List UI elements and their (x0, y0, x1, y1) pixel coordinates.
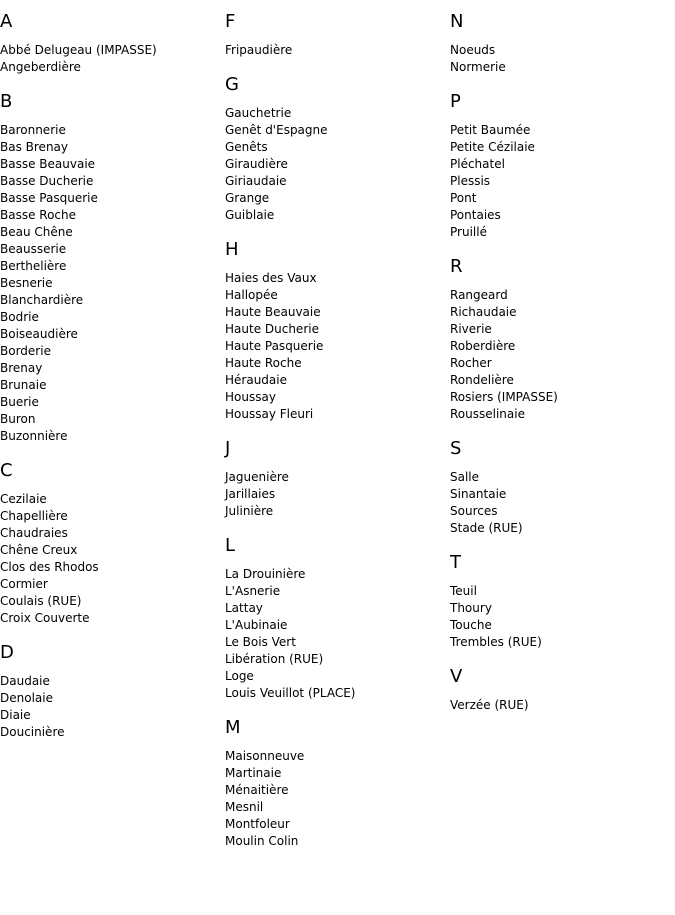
street-link[interactable]: Maisonneuve (225, 749, 305, 763)
street-link[interactable]: Stade (RUE) (450, 521, 523, 535)
street-link[interactable]: Pont (450, 191, 477, 205)
section-letter-heading: H (225, 239, 239, 260)
street-link[interactable]: Abbé Delugeau (IMPASSE) (0, 43, 157, 57)
street-link[interactable]: Giraudière (225, 157, 288, 171)
street-link[interactable]: Jarillaies (225, 487, 276, 501)
street-link[interactable]: Beausserie (0, 242, 67, 256)
letter-section (0, 90, 220, 445)
street-link[interactable]: Boiseaudière (0, 327, 78, 341)
section-letter-heading: G (225, 74, 239, 95)
street-list (450, 287, 670, 423)
street-link[interactable]: Rangeard (450, 288, 508, 302)
street-link[interactable]: Thoury (450, 601, 492, 615)
street-link[interactable]: Martinaie (225, 766, 282, 780)
street-link[interactable]: Pontaies (450, 208, 501, 222)
section-letter-heading: A (0, 11, 13, 32)
letter-section (0, 459, 220, 627)
street-link[interactable]: Rosiers (IMPASSE) (450, 390, 558, 404)
street-link[interactable]: Haute Roche (225, 356, 302, 370)
street-link[interactable]: Basse Ducherie (0, 174, 94, 188)
street-link[interactable]: Denolaie (0, 691, 53, 705)
street-link[interactable]: Croix Couverte (0, 611, 90, 625)
street-list (225, 748, 445, 850)
street-list (225, 566, 445, 702)
street-link[interactable]: Petit Baumée (450, 123, 531, 137)
letter-section (450, 665, 670, 714)
street-link[interactable]: Julinière (225, 504, 274, 518)
index-column (0, 10, 220, 755)
section-letter-heading: R (450, 256, 463, 277)
street-link[interactable]: Bas Brenay (0, 140, 68, 154)
street-link[interactable]: Guiblaie (225, 208, 275, 222)
street-list (0, 42, 220, 76)
letter-section (450, 437, 670, 537)
street-link[interactable]: Berthelière (0, 259, 67, 273)
street-link[interactable]: Buzonnière (0, 429, 68, 443)
street-link[interactable]: Richaudaie (450, 305, 517, 319)
street-link[interactable]: L'Aubinaie (225, 618, 288, 632)
street-link[interactable]: Noeuds (450, 43, 496, 57)
street-link[interactable]: Haute Pasquerie (225, 339, 324, 353)
street-link[interactable]: Genêts (225, 140, 268, 154)
street-link[interactable]: Rondelière (450, 373, 514, 387)
street-link[interactable]: Verzée (RUE) (450, 698, 529, 712)
street-link[interactable]: Basse Beauvaie (0, 157, 96, 171)
street-link[interactable]: Trembles (RUE) (450, 635, 542, 649)
street-list (225, 105, 445, 224)
street-link[interactable]: Roberdière (450, 339, 516, 353)
street-link[interactable]: Chêne Creux (0, 543, 78, 557)
letter-section (450, 551, 670, 651)
street-link[interactable]: Cormier (0, 577, 48, 591)
street-link[interactable]: Libération (RUE) (225, 652, 324, 666)
street-link[interactable]: Buerie (0, 395, 39, 409)
street-link[interactable]: Coulais (RUE) (0, 594, 82, 608)
section-letter-heading: B (0, 91, 13, 112)
street-link[interactable]: Blanchardière (0, 293, 84, 307)
street-link[interactable]: Sinantaie (450, 487, 507, 501)
street-link[interactable]: Plessis (450, 174, 491, 188)
street-link[interactable]: Pléchatel (450, 157, 505, 171)
letter-section (225, 716, 445, 850)
street-link[interactable]: Houssay Fleuri (225, 407, 314, 421)
street-link[interactable]: Genêt d'Espagne (225, 123, 328, 137)
street-link[interactable]: Grange (225, 191, 270, 205)
street-link[interactable]: Hallopée (225, 288, 278, 302)
section-letter-heading: J (225, 438, 231, 459)
street-link[interactable]: Ménaitière (225, 783, 289, 797)
street-link[interactable]: Rocher (450, 356, 492, 370)
section-letter-heading: C (0, 460, 13, 481)
street-link[interactable]: Basse Pasquerie (0, 191, 98, 205)
street-link[interactable]: Sources (450, 504, 498, 518)
section-letter-heading: D (0, 642, 14, 663)
street-link[interactable]: Teuil (450, 584, 477, 598)
street-list (450, 469, 670, 537)
street-list (450, 697, 670, 714)
street-link[interactable]: Héraudaie (225, 373, 287, 387)
street-link[interactable]: Basse Roche (0, 208, 77, 222)
street-link[interactable]: Cezilaie (0, 492, 47, 506)
street-link[interactable]: Buron (0, 412, 36, 426)
letter-section (450, 90, 670, 241)
street-link[interactable]: L'Asnerie (225, 584, 281, 598)
street-link[interactable]: Daudaie (0, 674, 50, 688)
street-link[interactable]: Haute Beauvaie (225, 305, 321, 319)
letter-section (225, 437, 445, 520)
section-letter-heading: L (225, 535, 236, 556)
street-link[interactable]: Gauchetrie (225, 106, 292, 120)
street-link[interactable]: Borderie (0, 344, 51, 358)
street-link[interactable]: Moulin Colin (225, 834, 299, 848)
street-list (450, 42, 670, 76)
street-list (225, 469, 445, 520)
street-list (225, 42, 445, 59)
street-list (450, 583, 670, 651)
street-link[interactable]: Jaguenière (225, 470, 289, 484)
letter-section (225, 238, 445, 423)
street-link[interactable]: Giriaudaie (225, 174, 287, 188)
street-link[interactable]: Louis Veuillot (PLACE) (225, 686, 356, 700)
street-link[interactable]: Brenay (0, 361, 43, 375)
section-letter-heading: M (225, 717, 241, 738)
street-list (450, 122, 670, 241)
street-link[interactable]: Baronnerie (0, 123, 66, 137)
street-link[interactable]: Diaie (0, 708, 31, 722)
street-link[interactable]: Haute Ducherie (225, 322, 319, 336)
street-link[interactable]: Houssay (225, 390, 276, 404)
street-link[interactable]: Lattay (225, 601, 263, 615)
street-link[interactable]: Normerie (450, 60, 506, 74)
street-link[interactable]: Brunaie (0, 378, 47, 392)
street-link[interactable]: Bodrie (0, 310, 39, 324)
letter-section (225, 534, 445, 702)
street-link[interactable]: Pruillé (450, 225, 487, 239)
street-link[interactable]: La Drouinière (225, 567, 306, 581)
section-letter-heading: V (450, 666, 463, 687)
index-column (225, 10, 445, 864)
street-link[interactable]: Angeberdière (0, 60, 81, 74)
street-link[interactable]: Besnerie (0, 276, 53, 290)
letter-section (225, 73, 445, 224)
section-letter-heading: F (225, 11, 236, 32)
street-link[interactable]: Le Bois Vert (225, 635, 296, 649)
street-link[interactable]: Chaudraies (0, 526, 68, 540)
letter-section (225, 10, 445, 59)
street-link[interactable]: Mesnil (225, 800, 264, 814)
street-list (0, 491, 220, 627)
section-letter-heading: T (450, 552, 461, 573)
index-column (450, 10, 670, 728)
street-link[interactable]: Fripaudière (225, 43, 293, 57)
section-letter-heading: N (450, 11, 464, 32)
street-link[interactable]: Chapellière (0, 509, 68, 523)
letter-section (450, 255, 670, 423)
street-link[interactable]: Clos des Rhodos (0, 560, 99, 574)
street-link[interactable]: Beau Chêne (0, 225, 73, 239)
street-list (225, 270, 445, 423)
street-link[interactable]: Salle (450, 470, 480, 484)
street-link[interactable]: Riverie (450, 322, 492, 336)
street-link[interactable]: Haies des Vaux (225, 271, 317, 285)
street-link[interactable]: Rousselinaie (450, 407, 525, 421)
section-letter-heading: P (450, 91, 461, 112)
street-link[interactable]: Loge (225, 669, 254, 683)
section-letter-heading: S (450, 438, 462, 459)
street-link[interactable]: Petite Cézilaie (450, 140, 535, 154)
street-link[interactable]: Touche (450, 618, 492, 632)
letter-section (450, 10, 670, 76)
street-list (0, 673, 220, 741)
street-list (0, 122, 220, 445)
street-link[interactable]: Doucinière (0, 725, 65, 739)
letter-section (0, 10, 220, 76)
letter-section (0, 641, 220, 741)
street-link[interactable]: Montfoleur (225, 817, 290, 831)
